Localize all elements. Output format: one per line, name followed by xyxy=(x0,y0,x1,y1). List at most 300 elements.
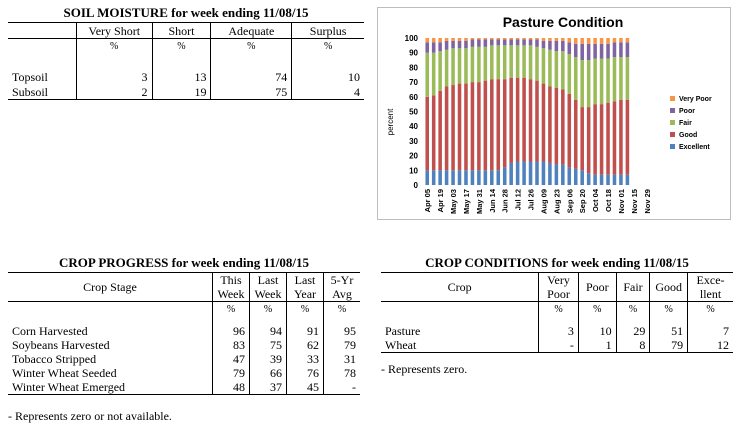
x-tick-label: Nov 15 xyxy=(629,189,639,214)
bar-segment-good xyxy=(568,94,572,168)
table-row xyxy=(8,380,360,395)
bar-segment-fair xyxy=(568,54,572,94)
bar-segment-fair xyxy=(548,50,552,87)
table-row xyxy=(381,324,733,338)
bar-segment-good xyxy=(580,107,584,170)
cell: 4 xyxy=(292,84,364,100)
y-tick-label: 80 xyxy=(409,63,418,73)
bar-segment-good xyxy=(548,87,552,163)
bar-segment-good xyxy=(593,104,597,175)
bar-segment-good xyxy=(484,81,488,171)
bar-segment-poor xyxy=(600,44,604,59)
bar-segment-fair xyxy=(445,50,449,87)
x-tick-label: Jul 12 xyxy=(513,189,523,211)
bar-segment-fair xyxy=(555,51,559,88)
bar-segment-good xyxy=(425,97,429,171)
bar-segment-very-poor xyxy=(619,38,623,42)
x-axis xyxy=(423,188,652,214)
x-tick-label: Oct 04 xyxy=(591,189,601,212)
cond-col-header: Good xyxy=(650,273,688,302)
bar-segment-good xyxy=(535,81,539,162)
y-tick-label: 70 xyxy=(409,78,418,88)
bar-segment-excellent xyxy=(574,169,578,185)
legend-label: Good xyxy=(679,132,698,139)
bar-segment-excellent xyxy=(471,170,475,185)
soil-col-header: Short xyxy=(152,23,211,39)
bar-segment-very-poor xyxy=(458,38,462,41)
bar-segment-poor xyxy=(471,39,475,46)
bar-segment-very-poor xyxy=(613,38,617,42)
bar-segment-good xyxy=(529,79,533,161)
legend-label: Very Poor xyxy=(679,96,712,103)
y-tick-label: 30 xyxy=(409,136,418,146)
bar-segment-poor xyxy=(445,41,449,50)
cell: - xyxy=(539,338,579,353)
bar-segment-good xyxy=(600,104,604,175)
row-label: Wheat xyxy=(385,338,417,352)
bar-segment-poor xyxy=(496,39,500,45)
cell: 79 xyxy=(213,366,250,380)
x-tick-label: May 03 xyxy=(449,189,459,215)
bar-segment-excellent xyxy=(619,175,623,185)
cell: 3 xyxy=(539,324,579,338)
bar-segment-very-poor xyxy=(445,38,449,41)
soil-unit: % xyxy=(76,39,152,55)
cell: 76 xyxy=(287,366,324,380)
soil-unit: % xyxy=(292,39,364,55)
cell: 91 xyxy=(287,324,324,338)
bar-segment-poor xyxy=(606,44,610,59)
bar-segment-poor xyxy=(587,44,591,60)
bar-segment-excellent xyxy=(509,163,513,185)
bar-segment-excellent xyxy=(580,170,584,185)
bar-segment-fair xyxy=(529,45,533,79)
crop-header: Crop xyxy=(381,273,539,302)
bar-segment-very-poor xyxy=(548,38,552,41)
bar-segment-excellent xyxy=(542,161,546,185)
legend-label: Poor xyxy=(679,108,695,115)
bar-segment-good xyxy=(458,84,462,171)
bar-segment-fair xyxy=(561,51,565,89)
crop-stage-header: Crop Stage xyxy=(8,273,213,302)
y-axis-label: percent xyxy=(386,108,395,136)
bar-area xyxy=(425,38,629,185)
progress-col-header: This xyxy=(213,273,250,288)
table-row xyxy=(8,84,364,100)
bar-segment-excellent xyxy=(568,167,572,185)
cell: 1 xyxy=(578,338,616,353)
row-label: Pasture xyxy=(385,324,421,338)
cell: 10 xyxy=(578,324,616,338)
bar-segment-poor xyxy=(438,42,442,51)
bar-segment-poor xyxy=(561,41,565,51)
bar-segment-good xyxy=(477,82,481,170)
bar-segment-very-poor xyxy=(606,38,610,44)
table-row xyxy=(381,338,733,353)
bar-segment-fair xyxy=(516,45,520,77)
bar-segment-poor xyxy=(593,44,597,59)
bar-segment-poor xyxy=(516,39,520,45)
bar-segment-good xyxy=(613,101,617,174)
cell: 75 xyxy=(211,84,292,100)
bar-segment-very-poor xyxy=(464,38,468,41)
row-label: Tobacco Stripped xyxy=(12,352,97,366)
bar-segment-fair xyxy=(484,47,488,81)
legend-swatch xyxy=(670,108,675,113)
soil-col-header: Very Short xyxy=(76,23,152,39)
x-tick-label: Aug 09 xyxy=(539,189,549,215)
bar-segment-excellent xyxy=(529,161,533,185)
cell: - xyxy=(324,380,361,395)
bar-segment-good xyxy=(606,103,610,175)
bar-segment-good xyxy=(626,100,630,175)
soil-moisture-title: SOIL MOISTURE for week ending 11/08/15 xyxy=(63,5,309,20)
bar-segment-fair xyxy=(438,51,442,91)
cell: 13 xyxy=(152,69,211,84)
progress-col-header: Week xyxy=(213,287,250,302)
table-row xyxy=(8,338,360,352)
cell: 62 xyxy=(287,338,324,352)
bar-segment-fair xyxy=(593,59,597,105)
bar-segment-good xyxy=(432,95,436,170)
bar-segment-poor xyxy=(484,39,488,46)
y-tick-label: 60 xyxy=(409,92,418,102)
bar-segment-excellent xyxy=(496,170,500,185)
bar-segment-very-poor xyxy=(477,38,481,39)
cell: 94 xyxy=(250,324,287,338)
bar-segment-good xyxy=(490,79,494,170)
bar-segment-excellent xyxy=(600,175,604,185)
bar-segment-poor xyxy=(548,41,552,50)
bar-segment-good xyxy=(451,85,455,170)
cell: 8 xyxy=(616,338,650,353)
bar-segment-excellent xyxy=(626,175,630,185)
cond-col-header: Very xyxy=(539,273,579,288)
chart-title: Pasture Condition xyxy=(502,14,624,30)
bar-segment-excellent xyxy=(587,173,591,185)
row-label: Subsoil xyxy=(12,84,49,99)
bar-segment-very-poor xyxy=(522,38,526,39)
bar-segment-poor xyxy=(580,44,584,60)
cell: 74 xyxy=(211,69,292,84)
crop-conditions-title: CROP CONDITIONS for week ending 11/08/15 xyxy=(425,255,689,270)
cond-col-header: llent xyxy=(688,287,733,302)
bar-segment-good xyxy=(574,100,578,169)
x-tick-label: Apr 05 xyxy=(423,189,433,213)
y-tick-label: 50 xyxy=(409,107,418,117)
bar-segment-excellent xyxy=(438,170,442,185)
bar-segment-good xyxy=(503,79,507,167)
bar-segment-very-poor xyxy=(516,38,520,39)
cell: 48 xyxy=(213,380,250,395)
bar-segment-fair xyxy=(464,48,468,83)
progress-unit: % xyxy=(213,302,250,319)
bar-segment-poor xyxy=(509,39,513,45)
bar-segment-excellent xyxy=(548,163,552,185)
bar-segment-very-poor xyxy=(490,38,494,39)
x-tick-label: Apr 19 xyxy=(436,189,446,213)
x-tick-label: Sep 20 xyxy=(578,189,588,214)
row-label: Topsoil xyxy=(12,69,48,84)
bar-segment-fair xyxy=(471,47,475,82)
bar-segment-very-poor xyxy=(568,38,572,42)
bar-segment-very-poor xyxy=(484,38,488,39)
bar-segment-poor xyxy=(568,42,572,54)
progress-col-header: 5-Yr xyxy=(324,273,361,288)
cell: 19 xyxy=(152,84,211,100)
row-label: Soybeans Harvested xyxy=(12,338,110,352)
table-row xyxy=(8,366,360,380)
bar-segment-poor xyxy=(490,39,494,45)
bar-segment-fair xyxy=(503,45,507,79)
bar-segment-very-poor xyxy=(600,38,604,44)
cell: 39 xyxy=(250,352,287,366)
cell: 31 xyxy=(324,352,361,366)
bar-segment-excellent xyxy=(535,161,539,185)
x-tick-label: Oct 18 xyxy=(604,189,614,212)
bar-segment-excellent xyxy=(561,164,565,185)
bar-segment-good xyxy=(522,78,526,162)
bar-segment-poor xyxy=(626,42,630,57)
bar-segment-good xyxy=(587,107,591,173)
soil-unit: % xyxy=(211,39,292,55)
bar-segment-good xyxy=(509,78,513,163)
bar-segment-good xyxy=(496,79,500,170)
legend-swatch xyxy=(670,144,675,149)
bar-segment-excellent xyxy=(425,170,429,185)
bar-segment-fair xyxy=(600,59,604,105)
soil-col-header: Surplus xyxy=(292,23,364,39)
soil-col-header: Adequate xyxy=(211,23,292,39)
bar-segment-very-poor xyxy=(561,38,565,41)
bar-segment-poor xyxy=(451,41,455,48)
y-tick-label: 100 xyxy=(404,34,418,43)
bar-segment-excellent xyxy=(555,164,559,185)
bar-segment-fair xyxy=(613,57,617,101)
soil-moisture-table xyxy=(8,22,364,100)
x-tick-label: Sep 06 xyxy=(565,189,575,214)
bar-segment-good xyxy=(471,82,475,170)
cond-col-header: Exce- xyxy=(688,273,733,288)
cell: 29 xyxy=(616,324,650,338)
bar-segment-poor xyxy=(555,41,559,51)
progress-unit: % xyxy=(324,302,361,319)
bar-segment-excellent xyxy=(477,170,481,185)
y-tick-label: 40 xyxy=(409,122,418,132)
y-tick-label: 20 xyxy=(409,151,418,161)
bar-segment-very-poor xyxy=(432,38,436,42)
x-tick-label: Jun 28 xyxy=(500,189,510,213)
bar-segment-fair xyxy=(496,45,500,79)
bar-segment-poor xyxy=(464,41,468,48)
pasture-chart-svg xyxy=(378,8,730,219)
x-tick-label: Aug 23 xyxy=(552,189,562,215)
cell: 33 xyxy=(287,352,324,366)
bar-segment-excellent xyxy=(484,170,488,185)
bar-segment-fair xyxy=(522,45,526,77)
bar-segment-fair xyxy=(619,57,623,100)
bar-segment-poor xyxy=(619,42,623,57)
bar-segment-fair xyxy=(587,60,591,107)
bar-segment-fair xyxy=(535,47,539,81)
row-label: Winter Wheat Seeded xyxy=(12,366,117,380)
bar-segment-good xyxy=(619,100,623,175)
cell: 47 xyxy=(213,352,250,366)
cell: 75 xyxy=(250,338,287,352)
cond-col-header: Poor xyxy=(539,287,579,302)
bar-segment-poor xyxy=(522,39,526,45)
cell: 10 xyxy=(292,69,364,84)
cond-col-header: Poor xyxy=(578,273,616,302)
cell: 7 xyxy=(688,324,733,338)
progress-footnote: - Represents zero or not available. xyxy=(8,409,172,423)
cond-col-header: Fair xyxy=(616,273,650,302)
bar-segment-excellent xyxy=(490,170,494,185)
progress-col-header: Last xyxy=(250,273,287,288)
progress-unit: % xyxy=(250,302,287,319)
legend-swatch xyxy=(670,132,675,137)
table-row xyxy=(8,352,360,366)
bar-segment-fair xyxy=(580,60,584,107)
bar-segment-excellent xyxy=(613,175,617,185)
bar-segment-fair xyxy=(458,48,462,83)
bar-segment-good xyxy=(561,89,565,164)
bar-segment-excellent xyxy=(451,170,455,185)
bar-segment-fair xyxy=(542,48,546,83)
bar-segment-very-poor xyxy=(555,38,559,41)
x-tick-label: May 17 xyxy=(461,189,471,215)
bar-segment-fair xyxy=(574,57,578,100)
bar-segment-poor xyxy=(542,41,546,48)
conditions-footnote: - Represents zero. xyxy=(381,362,468,376)
bar-segment-good xyxy=(516,78,520,162)
progress-col-header: Avg xyxy=(324,287,361,302)
cell: 96 xyxy=(213,324,250,338)
bar-segment-very-poor xyxy=(574,38,578,44)
progress-unit: % xyxy=(287,302,324,319)
legend xyxy=(670,96,712,151)
x-tick-label: Nov 01 xyxy=(616,189,626,214)
bar-segment-excellent xyxy=(432,170,436,185)
cell: 79 xyxy=(324,338,361,352)
bar-segment-very-poor xyxy=(626,38,630,42)
cond-unit: % xyxy=(539,302,579,319)
cell: 78 xyxy=(324,366,361,380)
bar-segment-very-poor xyxy=(580,38,584,44)
bar-segment-excellent xyxy=(458,170,462,185)
bar-segment-fair xyxy=(425,53,429,97)
cell: 66 xyxy=(250,366,287,380)
cond-unit: % xyxy=(688,302,733,319)
cond-unit: % xyxy=(616,302,650,319)
cell: 12 xyxy=(688,338,733,353)
bar-segment-good xyxy=(464,84,468,171)
bar-segment-excellent xyxy=(516,161,520,185)
progress-col-header: Year xyxy=(287,287,324,302)
bar-segment-very-poor xyxy=(425,38,429,42)
cell: 51 xyxy=(650,324,688,338)
legend-swatch xyxy=(670,120,675,125)
bar-segment-poor xyxy=(425,42,429,52)
bar-segment-excellent xyxy=(445,170,449,185)
cell: 3 xyxy=(76,69,152,84)
bar-segment-fair xyxy=(477,47,481,82)
table-row xyxy=(8,69,364,84)
pasture-condition-chart xyxy=(377,7,731,220)
x-tick-label: May 31 xyxy=(474,189,484,215)
bar-segment-excellent xyxy=(593,175,597,185)
bar-segment-good xyxy=(445,87,449,171)
bar-segment-very-poor xyxy=(529,38,533,39)
bar-segment-poor xyxy=(458,41,462,48)
cell: 79 xyxy=(650,338,688,353)
bar-segment-very-poor xyxy=(471,38,475,39)
x-tick-label: Jun 14 xyxy=(487,189,497,213)
table-row xyxy=(8,324,360,338)
crop-conditions-table xyxy=(381,272,733,353)
x-tick-label: Nov 29 xyxy=(642,189,652,214)
bar-segment-very-poor xyxy=(593,38,597,44)
bar-segment-very-poor xyxy=(503,38,507,39)
bar-segment-fair xyxy=(626,57,630,100)
bar-segment-very-poor xyxy=(587,38,591,44)
crop-progress-table xyxy=(8,272,360,395)
legend-label: Excellent xyxy=(679,144,710,151)
bar-segment-good xyxy=(555,88,559,164)
legend-label: Fair xyxy=(679,120,692,127)
cond-unit: % xyxy=(650,302,688,319)
bar-segment-excellent xyxy=(606,175,610,185)
bar-segment-very-poor xyxy=(535,38,539,39)
row-label: Corn Harvested xyxy=(12,324,88,338)
bar-segment-very-poor xyxy=(451,38,455,41)
y-axis xyxy=(405,34,419,190)
y-tick-label: 90 xyxy=(409,48,418,58)
bar-segment-fair xyxy=(490,45,494,79)
bar-segment-poor xyxy=(613,42,617,57)
y-tick-label: 10 xyxy=(409,166,418,176)
progress-col-header: Week xyxy=(250,287,287,302)
bar-segment-poor xyxy=(529,39,533,45)
bar-segment-excellent xyxy=(503,167,507,185)
x-tick-label: Jul 26 xyxy=(526,189,536,211)
bar-segment-good xyxy=(542,84,546,162)
soil-corner xyxy=(8,23,76,39)
bar-segment-poor xyxy=(477,39,481,46)
cell: 45 xyxy=(287,380,324,395)
row-label: Winter Wheat Emerged xyxy=(12,380,126,394)
bar-segment-good xyxy=(438,91,442,170)
bar-segment-excellent xyxy=(464,170,468,185)
bar-segment-poor xyxy=(432,42,436,52)
crop-progress-title: CROP PROGRESS for week ending 11/08/15 xyxy=(58,255,310,270)
progress-col-header: Last xyxy=(287,273,324,288)
bar-segment-excellent xyxy=(522,161,526,185)
cell: 95 xyxy=(324,324,361,338)
bar-segment-very-poor xyxy=(509,38,513,39)
bar-segment-fair xyxy=(606,59,610,103)
cell: 37 xyxy=(250,380,287,395)
bar-segment-very-poor xyxy=(542,38,546,41)
legend-swatch xyxy=(670,96,675,101)
y-tick-label: 0 xyxy=(413,181,418,190)
cond-unit: % xyxy=(578,302,616,319)
bar-segment-very-poor xyxy=(496,38,500,39)
cell: 2 xyxy=(76,84,152,100)
bar-segment-fair xyxy=(451,48,455,85)
bar-segment-poor xyxy=(503,39,507,45)
bar-segment-poor xyxy=(574,44,578,57)
